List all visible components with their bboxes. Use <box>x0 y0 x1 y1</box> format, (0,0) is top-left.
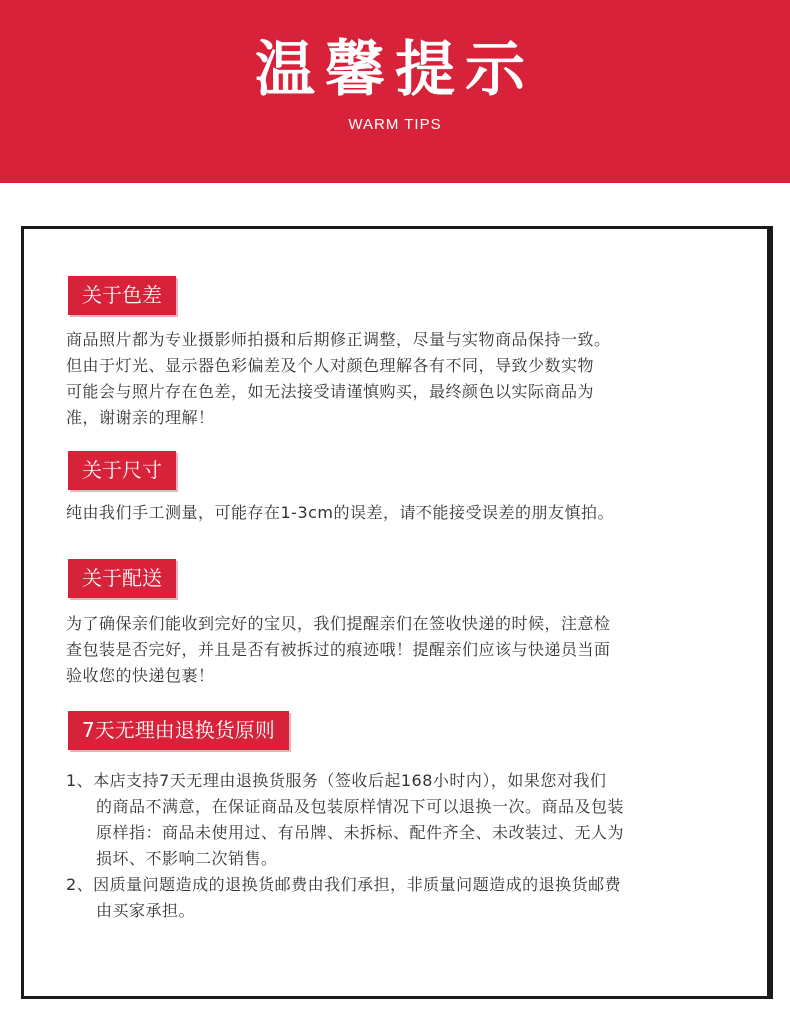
text-line: 商品照片都为专业摄影师拍摄和后期修正调整，尽量与实物商品保持一致。 <box>66 330 611 349</box>
text-line: 为了确保亲们能收到完好的宝贝，我们提醒亲们在签收快递的时候，注意检 <box>66 614 611 633</box>
header-banner <box>0 0 790 183</box>
section-text-color-diff <box>66 327 746 431</box>
section-heading-delivery: 关于配送 <box>68 559 176 598</box>
text-line: 原样指：商品未使用过、有吊牌、未拆标、配件齐全、未改装过、无人为 <box>96 823 625 842</box>
text-line: 但由于灯光、显示器色彩偏差及个人对颜色理解各有不同，导致少数实物 <box>66 356 595 375</box>
section-text-size <box>66 500 746 526</box>
returns-policy-list <box>66 768 746 924</box>
text-line: 纯由我们手工测量，可能存在1-3cm的误差，请不能接受误差的朋友慎拍。 <box>66 503 615 522</box>
text-line: 2、因质量问题造成的退换货邮费由我们承担，非质量问题造成的退换货邮费 <box>66 875 622 894</box>
text-line: 查包装是否完好，并且是否有被拆过的痕迹哦！提醒亲们应该与快递员当面 <box>66 640 611 659</box>
text-line: 准，谢谢亲的理解！ <box>66 408 215 427</box>
text-line: 的商品不满意，在保证商品及包装原样情况下可以退换一次。商品及包装 <box>96 797 625 816</box>
banner-title: 温馨提示 <box>255 35 535 105</box>
text-line: 可能会与照片存在色差，如无法接受请谨慎购买，最终颜色以实际商品为 <box>66 382 595 401</box>
text-line: 由买家承担。 <box>96 901 196 920</box>
text-line: 损坏、不影响二次销售。 <box>96 849 278 868</box>
section-heading-size: 关于尺寸 <box>68 451 176 490</box>
section-heading-color-diff: 关于色差 <box>68 276 176 315</box>
section-text-delivery <box>66 611 746 689</box>
text-line: 验收您的快递包裹！ <box>66 666 215 685</box>
text-line: 1、本店支持7天无理由退换货服务（签收后起168小时内），如果您对我们 <box>66 771 607 790</box>
list-item <box>66 872 746 924</box>
banner-subtitle: WARM TIPS <box>348 116 442 133</box>
list-item <box>66 768 746 872</box>
section-heading-returns: 7天无理由退换货原则 <box>68 711 289 750</box>
